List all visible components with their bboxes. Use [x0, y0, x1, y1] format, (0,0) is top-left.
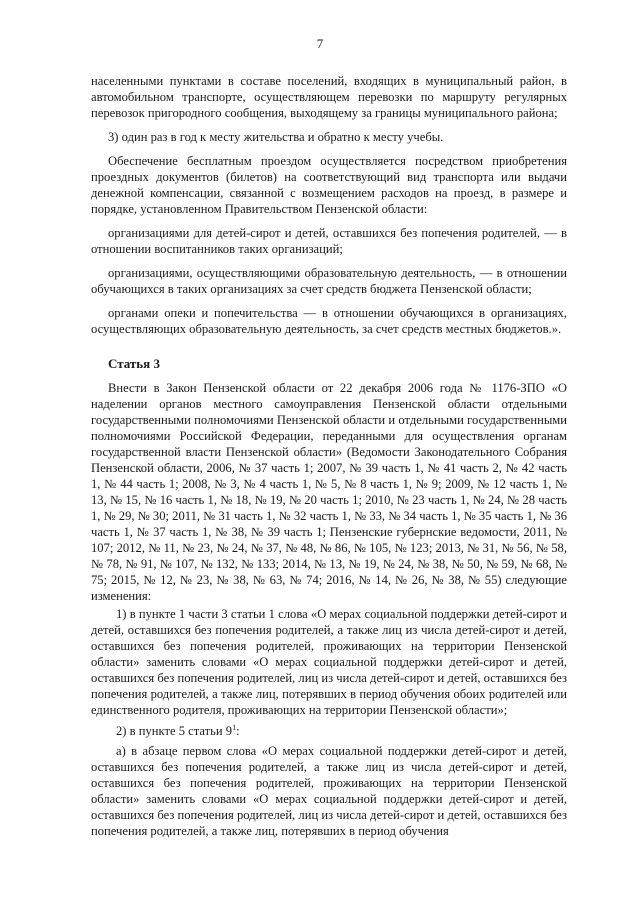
paragraph: Обеспечение бесплатным проездом осуществляется посредством приобретения проездных документов (билетов) на соответствующий вид транспорта или выдачи денежной компенсации, связанной с возмещением расходов на проезд, в размере и порядке, установленном Правительством Пензенской области: — [91, 154, 567, 216]
amendment-item-1: 1) в пункте 1 части 3 статьи 1 слова «О мерах социальной поддержки детей-сирот и детей, оставшихся без попечения родителей, а также лиц из числа детей-сирот и детей, оставшихся без попечения родителей, проживающих на территории Пензенской области» заменить словами «О мерах социальной поддержки детей-сирот и детей, оставшихся без попечения родителей, лиц из числа детей-сирот и детей, оставшихся без попечения родителей, а также лиц, потерявших в период обучения обоих родителей или единственного родителя, проживающих на территории Пензенской области»; — [91, 607, 567, 717]
page-number: 7 — [316, 36, 324, 51]
amendment-item-2-text: 2) в пункте 5 статьи 9 — [116, 724, 233, 739]
paragraph: органами опеки и попечительства — в отношении обучающихся в организациях, осуществляющих образовательную деятельность, за счет средств местных бюджетов.». — [91, 306, 567, 336]
article-block — [91, 356, 567, 839]
paragraph: организациями, осуществляющими образовательную деятельность, — в отношении обучающихся в таких организациях за счет средств бюджета Пензенской области; — [91, 266, 567, 296]
amendment-item-2-end: : — [236, 724, 240, 739]
amendment-subitem-a: а) в абзаце первом слова «О мерах социальной поддержки детей-сирот и детей, оставшихся без попечения родителей, а также лиц из числа детей-сирот и детей, оставшихся без попечения родителей, проживающих на территории Пензенской области» заменить словами «О мерах социальной поддержки детей-сирот и детей, оставшихся без попечения родителей, лиц из числа детей-сирот и детей, оставшихся без попечения родителей, а также лиц, потерявших в период обучения — [91, 744, 567, 839]
article-intro: Внести в Закон Пензенской области от 22 декабря 2006 года № 1176-ЗПО «О наделении органов местного самоуправления Пензенской области отдельными государственными полномочиями Пензенской области и отдельными государственными полномочиями Российской Федерации, переданными для осуществления органам государственной власти Пензенской области» (Ведомости Законодательного Собрания Пензенской области, 2006, № 37 часть 1; 2007, № 39 часть 1, № 41 часть 2, № 42 часть 1, № 44 часть 1; 2008, № 3, № 4 часть 1, № 5, № 8 часть 1, № 9; 2009, № 12 часть 1, № 13, № 15, № 16 часть 1, № 18, № 19, № 20 часть 1; 2010, № 23 часть 1, № 24, № 28 часть 1, № 29, № 30; 2011, № 31 часть 1, № 32 часть 1, № 33, № 34 часть 1, № 35 часть 1, № 36 часть 1, № 37 часть 1, № 38, № 39 часть 1; Пензенские губернские ведомости, 2011, № 107; 2012, № 11, № 23, № 24, № 37, № 48, № 86, № 105, № 123; 2013, № 31, № 56, № 58, № 78, № 91, № 107, № 132, № 133; 2014, № 13, № 19, № 24, № 38, № 50, № 59, № 68, № 75; 2015, № 12, № 23, № 38, № 63, № 74; 2016, № 14, № 26, № 38, № 55) следующие изменения: — [91, 381, 567, 603]
amendment-item-2-superscript: 1 — [232, 723, 237, 732]
article-heading: Статья 3 — [108, 356, 160, 371]
top-text-block — [91, 73, 567, 337]
amendment-item-2 — [91, 720, 567, 739]
paragraph: 3) один раз в год к месту жительства и обратно к месту учебы. — [108, 130, 444, 144]
paragraph: организациями для детей-сирот и детей, оставшихся без попечения родителей, — в отношении воспитанников таких организаций; — [91, 226, 567, 256]
paragraph: населенными пунктами в составе поселений, входящих в муниципальный район, в автомобильном транспорте, осуществляющем перевозки по маршруту регулярных перевозок пригородного сообщения, выходящему за границы муниципального района; — [91, 74, 567, 120]
